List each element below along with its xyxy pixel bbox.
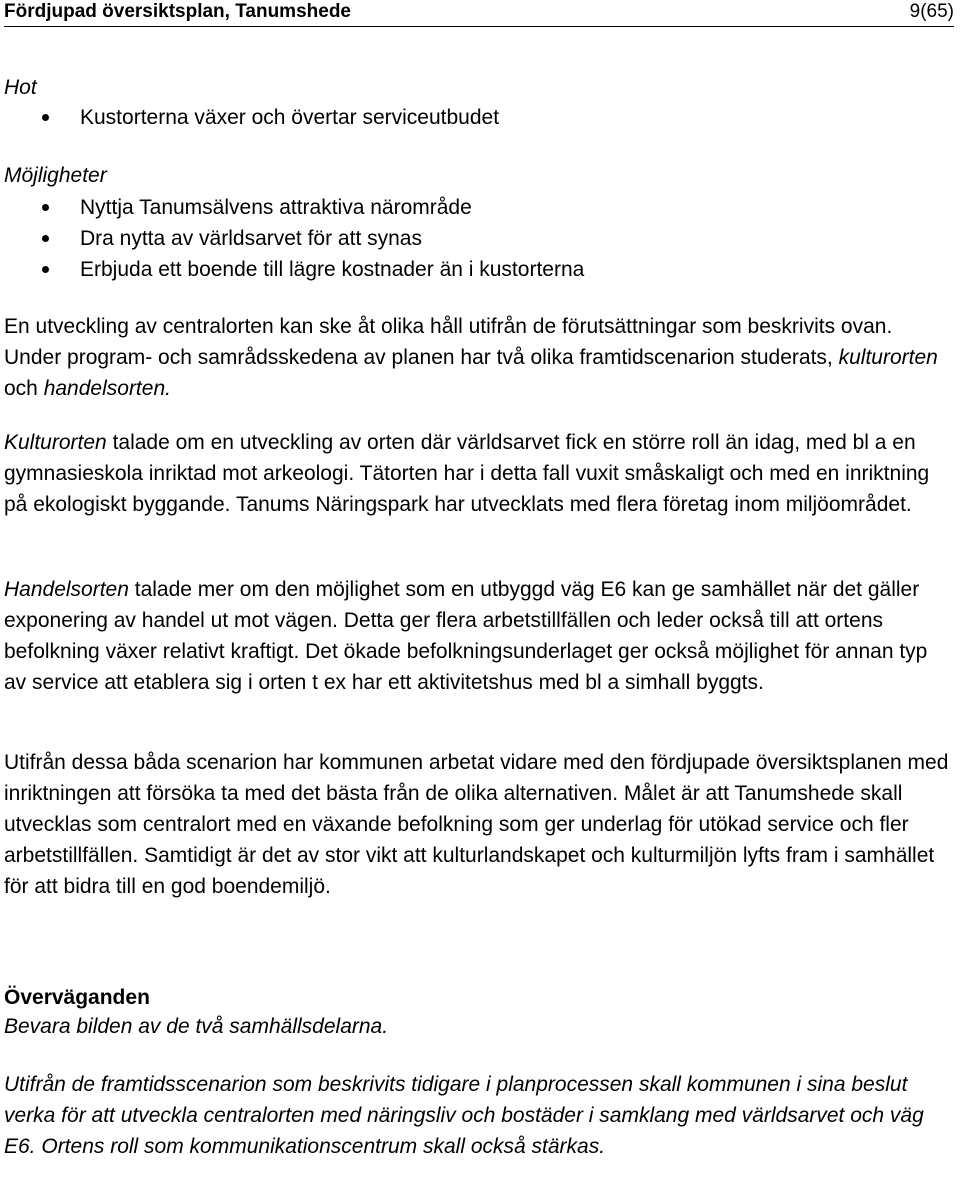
hot-list bbox=[4, 102, 499, 133]
page-header bbox=[4, 0, 954, 27]
overvaganden-paragraph: Utifrån de framtidsscenarion som beskrivits tidigare i planprocessen skall kommunen i sina beslut verka för att utveckla centralorten med näringsliv och bostäder i samklang med världsarvet och väg E6. Ortens roll som kommunikationscentrum skall också stärkas. bbox=[4, 1073, 924, 1158]
document-title: Fördjupad översiktsplan, Tanumshede bbox=[4, 1, 351, 22]
heading-overvaganden: Överväganden bbox=[4, 986, 150, 1009]
mojligheter-list bbox=[4, 192, 584, 285]
bullet-icon bbox=[42, 235, 49, 242]
paragraph-scenarion: Utifrån dessa båda scenarion har kommunen arbetat vidare med den fördjupade översiktsplanen med inriktningen att försöka ta med det bästa från de olika alternativen. Målet är att Tanumshede skall utvecklas som centralort med en växande befolkning som ger underlag för utökad service och fler arbetstillfällen. Samtidigt är det av stor vikt att kulturlandskapet och kulturmiljön lyfts fram i samhället för att bidra till en god boendemiljö. bbox=[4, 751, 949, 898]
list-item: Erbjuda ett boende till lägre kostnader än i kustorterna bbox=[4, 254, 584, 285]
heading-hot: Hot bbox=[4, 76, 37, 99]
paragraph-centralorten: En utveckling av centralorten kan ske åt olika håll utifrån de förutsättningar som beskrivits ovan. Under program- och samrådsskedena av planen har två olika framtidscenarion studerats, kulturorten och handelsorten. bbox=[4, 315, 938, 400]
bullet-icon bbox=[42, 114, 49, 121]
bullet-icon bbox=[42, 204, 49, 211]
page-number: 9(65) bbox=[909, 1, 954, 22]
paragraph-kulturorten: Kulturorten talade om en utveckling av orten där världsarvet fick en större roll än idag, med bl a en gymnasieskola inriktad mot arkeologi. Tätorten har i detta fall vuxit småskaligt och med en inriktning på ekologiskt byggande. Tanums Näringspark har utvecklats med flera företag inom miljöområdet. bbox=[4, 431, 930, 516]
overvaganden-line: Bevara bilden av de två samhällsdelarna. bbox=[4, 1015, 389, 1038]
list-item: Dra nytta av världsarvet för att synas bbox=[4, 223, 584, 254]
heading-mojligheter: Möjligheter bbox=[4, 164, 107, 187]
list-item: Kustorterna växer och övertar serviceutbudet bbox=[4, 102, 499, 133]
bullet-icon bbox=[42, 266, 49, 273]
paragraph-handelsorten: Handelsorten talade mer om den möjlighet som en utbyggd väg E6 kan ge samhället när det gäller exponering av handel ut mot vägen. Detta ger flera arbetstillfällen och leder också till att ortens befolkning växer relativt kraftigt. Det ökade befolkningsunderlaget ger också möjlighet för annan typ av service att etablera sig i orten t ex har ett aktivitetshus med bl a simhall byggts. bbox=[4, 578, 928, 694]
list-item: Nyttja Tanumsälvens attraktiva närområde bbox=[4, 192, 584, 223]
